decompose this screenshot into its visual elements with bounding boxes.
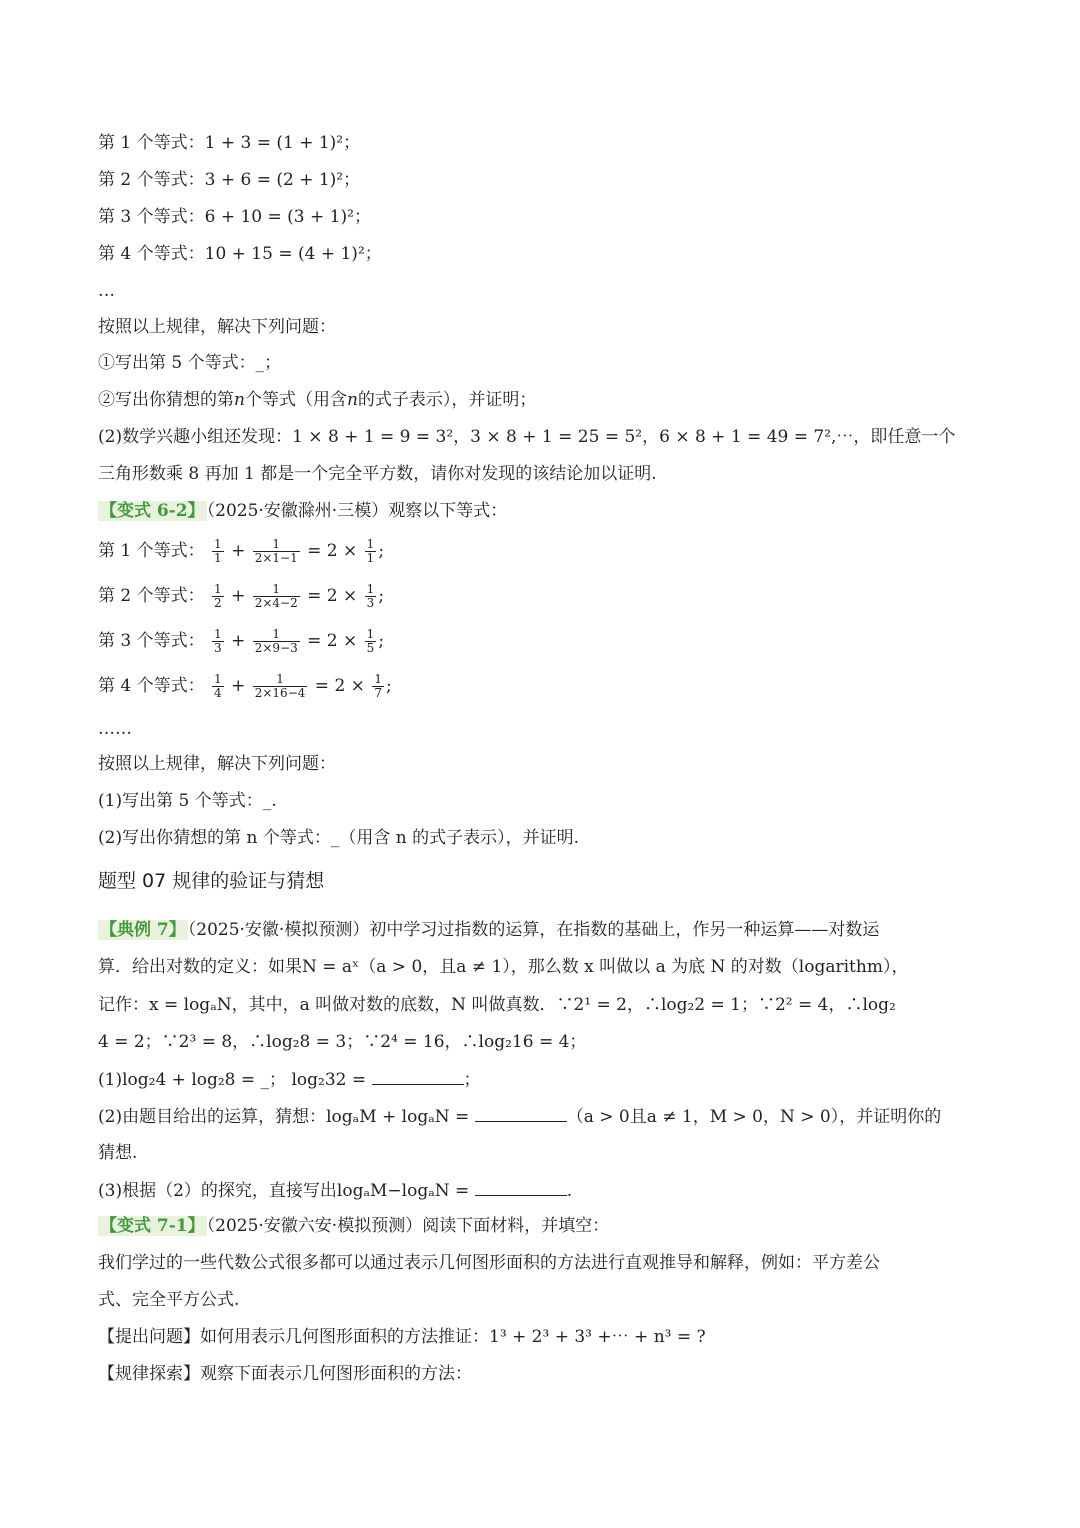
- variant-7-1-p1: 我们学过的一些代数公式很多都可以通过表示几何图形面积的方法进行直观推导和解释，例如：平方差公: [98, 1253, 880, 1273]
- denominator: 1: [366, 551, 375, 565]
- numerator: 1: [366, 582, 375, 596]
- numerator: 1: [214, 672, 222, 686]
- eq-mid: = 2 ×: [301, 631, 363, 651]
- fraction: [212, 583, 224, 610]
- fraction: [253, 583, 300, 610]
- fraction: [212, 538, 224, 565]
- variant-tag: 【变式 7-1】: [100, 1216, 205, 1236]
- eq-prefix: 第 3 个等式：: [98, 631, 205, 651]
- numerator: 1: [214, 537, 222, 551]
- example-7-line2: 算．给出对数的定义：如果N = aˣ（a > 0，且a ≠ 1），那么数 x 叫做以 a 为底 N 的对数（logarithm），: [98, 957, 909, 977]
- equation-3: [98, 206, 371, 228]
- q2-text-a: ②写出你猜想的第: [98, 390, 234, 410]
- instruction: 按照以上规律，解决下列问题：: [98, 317, 336, 337]
- denominator: 2×9−3: [254, 641, 298, 655]
- variant-7-1-ask: 【提出问题】如何用表示几何图形面积的方法推证：1³ + 2³ + 3³ +⋯ + n³ = ?: [98, 1327, 706, 1347]
- fraction: [253, 628, 300, 655]
- eq-mid: = 2 ×: [309, 676, 371, 696]
- eq-prefix: 第 4 个等式：: [98, 676, 205, 696]
- denominator: 2×1−1: [254, 551, 298, 565]
- denominator: 4: [214, 686, 222, 700]
- q3-text: (3)根据（2）的探究，直接写出logₐM−logₐN =: [98, 1181, 475, 1201]
- denominator: 5: [366, 641, 375, 655]
- variant-6-2-header: [98, 500, 507, 522]
- question-1: ①写出第 5 个等式：_；: [98, 353, 282, 373]
- eq-expr: 10 + 15 = (4 + 1)²；: [204, 244, 382, 264]
- instruction: 按照以上规律，解决下列问题：: [98, 754, 336, 774]
- fraction: [212, 628, 224, 655]
- eq-expr: 1 + 3 = (1 + 1)²；: [204, 133, 361, 153]
- denominator: 3: [366, 596, 375, 610]
- numerator: 1: [374, 672, 382, 686]
- fraction: [253, 538, 300, 565]
- numerator: 1: [214, 582, 222, 596]
- q2-text-c: 的式子表示），并证明；: [357, 390, 537, 410]
- denominator: 1: [214, 551, 222, 565]
- fraction: [372, 673, 384, 700]
- numerator: 1: [253, 583, 300, 597]
- example-tag: 【典例 7】: [100, 920, 186, 940]
- eq-end: ;: [378, 541, 385, 561]
- eq-end: ;: [378, 631, 385, 651]
- answer-blank[interactable]: [475, 1179, 567, 1196]
- fraction: [212, 673, 224, 700]
- q1-end: ；: [463, 1070, 481, 1090]
- eq-prefix: 第 4 个等式：: [98, 244, 205, 264]
- ellipsis: ……: [98, 719, 132, 739]
- var-n: n: [234, 390, 245, 410]
- fraction: [365, 538, 377, 565]
- example-7-q2: [98, 1105, 941, 1128]
- answer-blank[interactable]: [372, 1068, 464, 1085]
- eq-mid: = 2 ×: [301, 541, 363, 561]
- eq-expr: 3 + 6 = (2 + 1)²；: [204, 170, 361, 190]
- frac-equation-3: 第 3 个等式： $\frac{1}{3}$ + $\frac{1}{2\times 9-3}$ = 2 × $\frac{1}{5}$ ;: [98, 627, 385, 655]
- q3-end: .: [566, 1181, 573, 1201]
- eq-prefix: 第 2 个等式：: [98, 586, 205, 606]
- fraction: [365, 628, 377, 655]
- equation-4: [98, 243, 382, 265]
- numerator: 1: [366, 627, 375, 641]
- denominator: 2×16−4: [254, 686, 306, 700]
- eq-expr: 6 + 10 = (3 + 1)²；: [204, 207, 371, 227]
- fraction: [253, 673, 308, 700]
- eq-end: ;: [385, 676, 392, 696]
- variant-source: （2025·安徽滁州·三模）观察以下等式：: [206, 501, 508, 521]
- eq-prefix: 第 3 个等式：: [98, 207, 205, 227]
- eq-prefix: 第 2 个等式：: [98, 170, 205, 190]
- question-2: [98, 389, 536, 411]
- ellipsis: …: [98, 281, 115, 301]
- denominator: 2: [214, 596, 222, 610]
- example-7-q1: [98, 1068, 481, 1091]
- denominator: 2×4−2: [254, 596, 298, 610]
- q2-text-b: 个等式（用含: [244, 390, 347, 410]
- frac-equation-1: 第 1 个等式： $\frac{1}{1}$ + $\frac{1}{2\times 1-1}$ = 2 × $\frac{1}{1}$ ;: [98, 537, 385, 565]
- question-2: (2)写出你猜想的第 n 个等式：_（用含 n 的式子表示），并证明.: [98, 828, 579, 848]
- question-3-line2: 三角形数乘 8 再加 1 都是一个完全平方数，请你对发现的该结论加以证明.: [98, 464, 657, 484]
- frac-equation-2: 第 2 个等式： $\frac{1}{2}$ + $\frac{1}{2\times 4-2}$ = 2 × $\frac{1}{3}$ ;: [98, 582, 385, 610]
- example-7-line4: 4 = 2；∵2³ = 8，∴log₂8 = 3；∵2⁴ = 16，∴log₂16 = 4；: [98, 1032, 587, 1052]
- eq-prefix: 第 1 个等式：: [98, 133, 205, 153]
- example-7-line1: [98, 919, 879, 941]
- variant-source: （2025·安徽六安·模拟预测）阅读下面材料，并填空：: [206, 1216, 610, 1236]
- eq-end: ;: [378, 586, 385, 606]
- equation-1: [98, 132, 360, 154]
- example-7-q2-cont: 猜想.: [98, 1143, 138, 1163]
- numerator: 1: [253, 673, 308, 687]
- example-text: （2025·安徽·模拟预测）初中学习过指数的运算，在指数的基础上，作另一种运算——对数运: [187, 920, 880, 940]
- numerator: 1: [253, 538, 300, 552]
- variant-7-1-p2: 式、完全平方公式.: [98, 1290, 240, 1310]
- equation-2: [98, 169, 360, 191]
- numerator: 1: [214, 627, 222, 641]
- eq-prefix: 第 1 个等式：: [98, 541, 205, 561]
- denominator: 7: [374, 686, 382, 700]
- variant-7-1-explore: 【规律探索】观察下面表示几何图形面积的方法：: [98, 1364, 472, 1384]
- q1-text: (1)log₂4 + log₂8 = _； log₂32 =: [98, 1070, 372, 1090]
- example-7-q3: [98, 1179, 572, 1202]
- numerator: 1: [366, 537, 375, 551]
- numerator: 1: [253, 628, 300, 642]
- section-title: 题型 07 规律的验证与猜想: [98, 870, 325, 892]
- question-1: (1)写出第 5 个等式：_.: [98, 791, 277, 811]
- variant-7-1-header: [98, 1215, 609, 1237]
- answer-blank[interactable]: [475, 1105, 567, 1122]
- var-n: n: [346, 390, 358, 410]
- question-3-line1: (2)数学兴趣小组还发现：1 × 8 + 1 = 9 = 3²，3 × 8 + 1 = 25 = 5²，6 × 8 + 1 = 49 = 7²,⋯，即任意一个: [98, 427, 956, 447]
- frac-equation-4: 第 4 个等式： $\frac{1}{4}$ + $\frac{1}{2\times 16-4}$ = 2 × $\frac{1}{7}$ ;: [98, 672, 392, 700]
- variant-tag: 【变式 6-2】: [100, 501, 205, 521]
- q2-text-b: （a > 0且a ≠ 1，M > 0，N > 0），并证明你的: [566, 1107, 942, 1127]
- denominator: 3: [214, 641, 222, 655]
- fraction: [365, 583, 377, 610]
- eq-mid: = 2 ×: [301, 586, 363, 606]
- example-7-line3: 记作：x = logₐN，其中，a 叫做对数的底数，N 叫做真数．∵2¹ = 2，∴log₂2 = 1；∵2² = 4，∴log₂: [98, 995, 896, 1015]
- q2-text: (2)由题目给出的运算，猜想：logₐM + logₐN =: [98, 1107, 475, 1127]
